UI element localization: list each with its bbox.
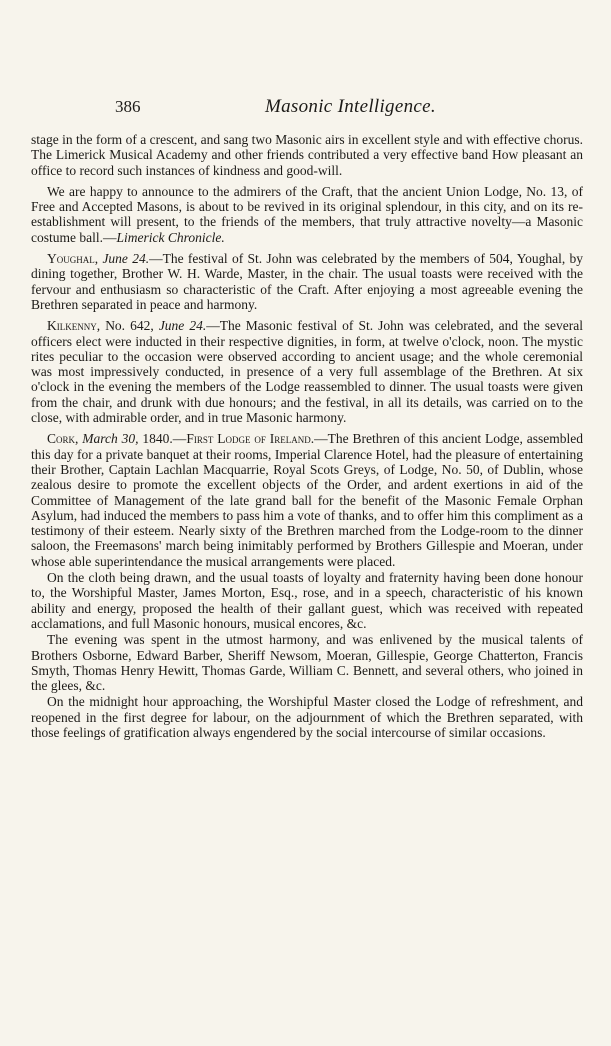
paragraph-text: We are happy to announce to the admirers of the Craft, that the ancient Union Lodge, No. 13, of Free and Accepted Masons, is about to be revived in its original splendour, in this city, and on its re-establishment will present, to the friends of the members, that truly attractive novelty—a Masonic costume ball.— xyxy=(31,183,583,245)
paragraph-text: The evening was spent in the utmost harmony, and was enlivened by the musical talents of Brothers Osborne, Edward Barber, Sheriff Newsom, Moeran, Gillespie, George Chatterton, Francis Smyth, Thomas Henry Hewitt, Thomas Garde, William C. Bennett, and several others, who joined in the glees, &c. xyxy=(31,632,583,694)
paragraph-limerick-academy xyxy=(31,132,583,178)
paragraph-text: stage in the form of a crescent, and sang two Masonic airs in excellent style and with effective chorus. The Limerick Musical Academy and other friends contributed a very effective band How pleasant an office to record such instances of kindness and good-will. xyxy=(31,132,583,178)
source-citation: Limerick Chronicle. xyxy=(116,229,225,245)
paragraph-text: On the cloth being drawn, and the usual toasts of loyalty and fraternity having been done honour to, the Worshipful Master, James Morton, Esq., rose, and in a speech, characteristic of his known ability and energy, proposed the health of their gallant guest, which was received with repeated acclamations, and full Masonic honours, musical encores, &c. xyxy=(31,570,583,631)
place-heading: Youghal, xyxy=(47,251,99,267)
lodge-number: No. 642, xyxy=(100,318,159,334)
running-head: Masonic Intelligence. xyxy=(265,96,436,117)
paragraph-text: —The Brethren of this ancient Lodge, assembled this day for a private banquet at their rooms, Imperial Clarence Hotel, had the pleasure of entertaining their Brother, Captain Lachlan Macquarrie, Royal Scots Greys, of Lodge, No. 50, of Dublin, whose zealous desire to promote the excellent objects of the Order, and ardent exertions in aid of the Committee of Management of the late grand ball for the benefit of the Masonic Female Orphan Asylum, had induced the members to pass him a vote of thanks, and to offer him this compliment as a testimony of their esteem. Nearly sixty of the Brethren marched from the Lodge-room to the dinner saloon, the Freemasons' march being inimitably performed by Brothers Gillespie and Moeran, under whose able superintendance the musical arrangements were placed. xyxy=(31,431,583,569)
date-heading: June 24. xyxy=(102,251,150,267)
paragraph-kilkenny xyxy=(31,318,583,425)
paragraph-text: —The Masonic festival of St. John was celebrated, and the several officers elect were inducted in their respective dignities, in form, at twelve o'clock, noon. The mystic rites peculiar to the occasion were observed according to ancient usage; and the whole ceremonial was most impressively conducted, in presence of a very full assemblage of the Brethren. At six o'clock in the evening the members of the Lodge reassembled to dinner. The usual toasts were given from the chair, and drunk with due honours; and the festival, in all its details, was carried on to the close, with admirable order, and in true Masonic harmony. xyxy=(31,318,583,426)
paragraph-union-lodge xyxy=(31,184,583,245)
date-heading: June 24. xyxy=(158,318,207,334)
paragraph-cork xyxy=(31,431,583,569)
paragraph-toasts xyxy=(31,570,583,631)
page-header xyxy=(115,96,583,126)
year-heading: 1840.— xyxy=(138,431,187,447)
paragraph-midnight xyxy=(31,694,583,740)
date-heading: March 30, xyxy=(82,431,139,447)
paragraph-evening xyxy=(31,632,583,693)
page-number: 386 xyxy=(115,97,141,116)
paragraph-text: —The festival of St. John was celebrated by the members of 504, Youghal, by dining together, Brother W. H. Warde, Master, in the chair. The usual toasts were received with the fervour and enthusiasm so characteristic of the Craft. After enjoying a most agreeable evening the Brethren separated in peace and harmony. xyxy=(31,251,584,312)
article-body xyxy=(31,132,583,740)
place-heading: Kilkenny, xyxy=(47,318,101,334)
lodge-heading: First Lodge of Ireland. xyxy=(186,431,315,447)
paragraph-text: On the midnight hour approaching, the Worshipful Master closed the Lodge of refreshment, and reopened in the first degree for labour, on the adjournment of which the Brethren separated, with those feelings of gratification always engendered by the social intercourse of similar occasions. xyxy=(31,694,583,740)
paragraph-youghal xyxy=(31,251,583,312)
place-heading: Cork, xyxy=(47,431,79,447)
